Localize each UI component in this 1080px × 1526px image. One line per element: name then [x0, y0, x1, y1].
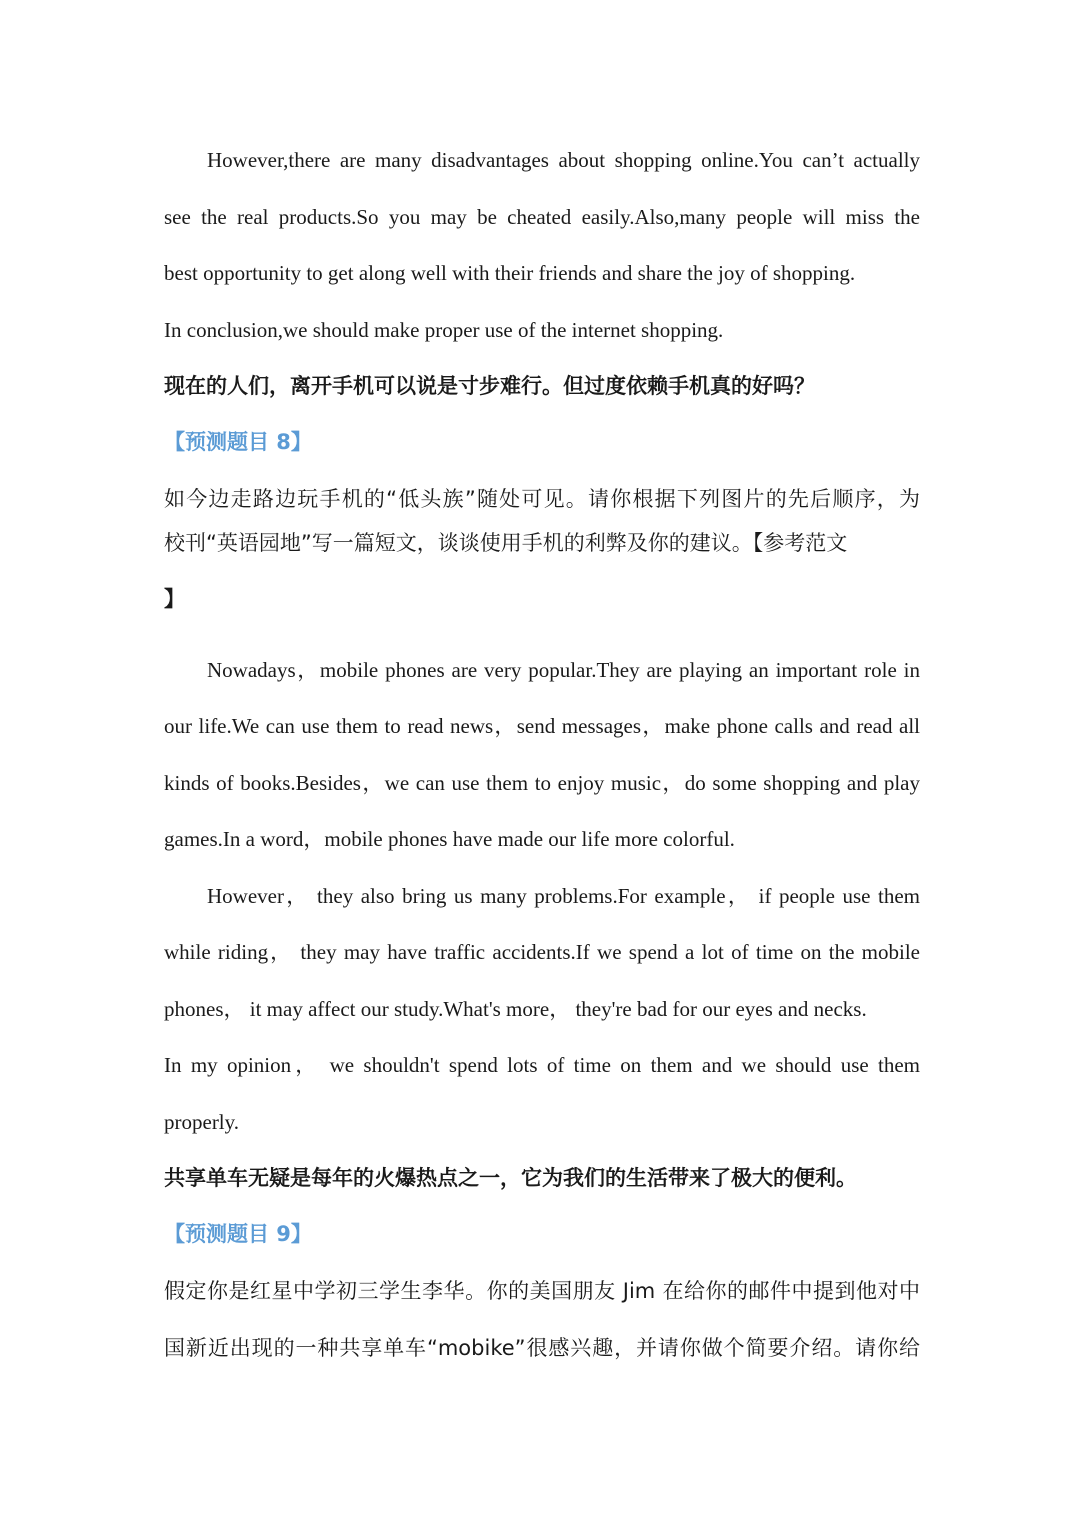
- essay8-line-6: while riding， they may have traffic accidents.If we spend a lot of time on the mobile: [164, 940, 920, 964]
- essay7-line-1: However,there are many disadvantages about shopping online.You can’t actually: [207, 148, 920, 172]
- topic-9-prompt-line-2: 国新近出现的一种共享单车“mobike”很感兴趣，并请你做个简要介绍。请你给: [164, 1336, 920, 1360]
- essay8-line-8: In my opinion， we shouldn't spend lots of time on them and we should use them: [164, 1053, 920, 1077]
- topic-8-heading: 【预测题目 8】: [164, 430, 312, 454]
- topic-8-prompt-line-2: 校刊“英语园地”写一篇短文，谈谈使用手机的利弊及你的建议。【参考范文: [164, 531, 848, 555]
- topic-9-prompt-line-1: 假定你是红星中学初三学生李华。你的美国朋友 Jim 在给你的邮件中提到他对中: [164, 1279, 920, 1303]
- intro-9: 共享单车无疑是每年的火爆热点之一，它为我们的生活带来了极大的便利。: [164, 1166, 857, 1190]
- essay8-line-7: phones， it may affect our study.What's more， they're bad for our eyes and necks.: [164, 997, 867, 1021]
- essay7-line-3: best opportunity to get along well with their friends and share the joy of shopping.: [164, 261, 856, 285]
- essay8-line-4: games.In a word，mobile phones have made our life more colorful.: [164, 827, 735, 851]
- essay8-line-5: However， they also bring us many problems.For example， if people use them: [207, 884, 920, 908]
- essay8-line-2: our life.We can use them to read news，send messages，make phone calls and read all: [164, 714, 920, 738]
- topic-8-prompt-line-3: 】: [164, 587, 185, 611]
- essay8-line-1: Nowadays，mobile phones are very popular.They are playing an important role in: [207, 658, 920, 682]
- essay8-line-9: properly.: [164, 1110, 240, 1134]
- topic-9-heading: 【预测题目 9】: [164, 1222, 312, 1246]
- topic-8-prompt-line-1: 如今边走路边玩手机的“低头族”随处可见。请你根据下列图片的先后顺序，为: [164, 487, 920, 511]
- essay8-line-3: kinds of books.Besides，we can use them to enjoy music，do some shopping and play: [164, 771, 920, 795]
- intro-8: 现在的人们，离开手机可以说是寸步难行。但过度依赖手机真的好吗？: [164, 374, 815, 398]
- essay7-conclusion: In conclusion,we should make proper use of the internet shopping.: [164, 318, 724, 342]
- essay7-line-2: see the real products.So you may be cheated easily.Also,many people will miss the: [164, 205, 920, 229]
